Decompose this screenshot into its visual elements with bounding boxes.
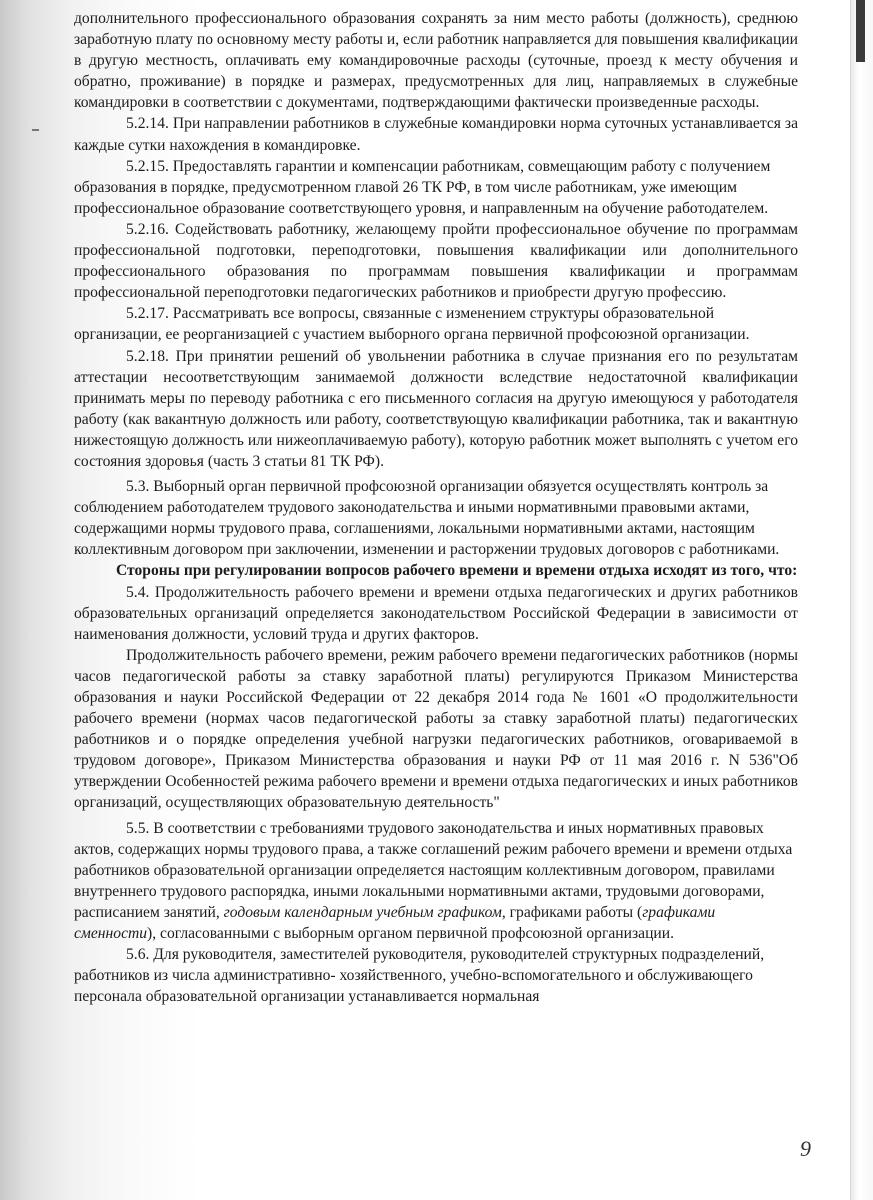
paragraph-5-5-text-c: ), согласованными с выборным органом первичной профсоюзной организации. [147, 925, 675, 943]
paragraph-5-5-italic-a: годовым календарным учебным графиком [223, 903, 502, 921]
paragraph-5-2-15: 5.2.15. Предоставлять гарантии и компенсации работникам, совмещающим работу с получением образования в порядке, предусмотренном главой 26 ТК РФ, в том числе работникам, уже имеющим профессиональное образование соответствующего уровня, и направленным на обучение работодателем. [74, 157, 771, 217]
paragraph-5-5-text-a: 5.5. В соответствии с требованиями трудового законодательства и иных нормативных правовых актов, содержащих нормы трудового права, а также соглашений режим рабочего времени и времени отдыха работников образовательной организации определяется настоящим коллективным договором, правилами внутреннего трудового распорядка, иными локальными нормативными актами, трудовыми договорами, расписанием занятий, [74, 819, 793, 921]
paragraph-5-6: 5.6. Для руководителя, заместителей руководителя, руководителей структурных подразделений, работников из числа административно- хозяйственного, учебно-вспомогательного и обслуживающего персонала образовательной организации устанавливается нормальная [74, 946, 765, 1006]
paragraph-5-2-16: 5.2.16. Содействовать работнику, желающему пройти профессиональное обучение по программам профессиональной подготовки, переподготовки, повышения квалификации или дополнительного профессионального образования по программам повышения квалификации и программам профессиональной переподготовки педагогических работников и приобрести другую профессию. [74, 220, 798, 302]
paragraph-continuation: дополнительного профессионального образования сохранять за ним место работы (должность), среднюю заработную плату по основному месту работы и, если работник направляется для повышения квалификации в другую местность, оплачивать ему командировочные расходы (суточные, проезд к месту обучения и обратно, проживание) в порядке и размерах, предусмотренных для лиц, направляемых в служебные командировки в соответствии с документами, подтверждающими фактически произведенные расходы. [74, 10, 798, 112]
paragraph-5-4-continued: Продолжительность рабочего времени, режим рабочего времени педагогических работников (нормы часов педагогической работы за ставку заработной платы) регулируются Приказом Министерства образования и науки Российской Федерации от 22 декабря 2014 года № 1601 «О продолжительности рабочего времени (нормах часов педагогической работы за ставку заработной платы) педагогических работников и о порядке определения учебной нагрузки педагогических работников, оговариваемой в трудовом договоре», Приказом Министерства образования и науки РФ от 11 мая 2016 г. N 536"Об утверждении Особенностей режима рабочего времени и времени отдыха педагогических и иных работников организаций, осуществляющих образовательную деятельность" [74, 646, 798, 812]
scan-edge [850, 0, 873, 1200]
page-number: 9 [800, 1136, 811, 1161]
paragraph-5-2-17: 5.2.17. Рассматривать все вопросы, связанные с изменением структуры образовательной организации, ее реорганизацией с участием выборного органа первичной профсоюзной организации. [74, 305, 750, 344]
document-body [74, 8, 798, 1007]
paragraph-5-5-italic-b: графиками сменности [74, 903, 716, 943]
scan-edge-line [850, 0, 851, 1200]
binding-strip [856, 0, 865, 62]
section-heading: Стороны при регулировании вопросов рабочего времени и времени отдыха исходят из того, что: [116, 562, 798, 580]
paragraph-5-5-text-b: , графиками работы ( [501, 903, 643, 921]
paragraph-5-2-18: 5.2.18. При принятии решений об увольнении работника в случае признания его по результатам аттестации несоответствующим занимаемой должности вследствие недостаточной квалификации принимать меры по переводу работника с его письменного согласия на другую имеющуюся у работодателя работу (как вакантную должность или работу, соответствующую квалификации работника, так и вакантную нижестоящую должность или нижеоплачиваемую работу), которую работник может выполнять с учетом его состояния здоровья (часть 3 статьи 81 ТК РФ). [74, 347, 798, 470]
paragraph-5-4: 5.4. Продолжительность рабочего времени и времени отдыха педагогических и других работников образовательных организаций определяется законодательством Российской Федерации в зависимости от наименования должности, условий труда и других факторов. [74, 583, 798, 643]
paragraph-5-5 [74, 818, 798, 945]
paragraph-5-2-14: 5.2.14. При направлении работников в служебные командировки норма суточных устанавливается за каждые сутки нахождения в командировке. [74, 115, 798, 154]
paragraph-5-3: 5.3. Выборный орган первичной профсоюзной организации обязуется осуществлять контроль за соблюдением работодателем трудового законодательства и иными нормативными правовыми актами, содержащими нормы трудового права, соглашениями, локальными нормативными актами, настоящим коллективным договором при заключении, изменении и расторжении трудовых договоров с работниками. [74, 478, 780, 559]
margin-mark [32, 129, 39, 131]
